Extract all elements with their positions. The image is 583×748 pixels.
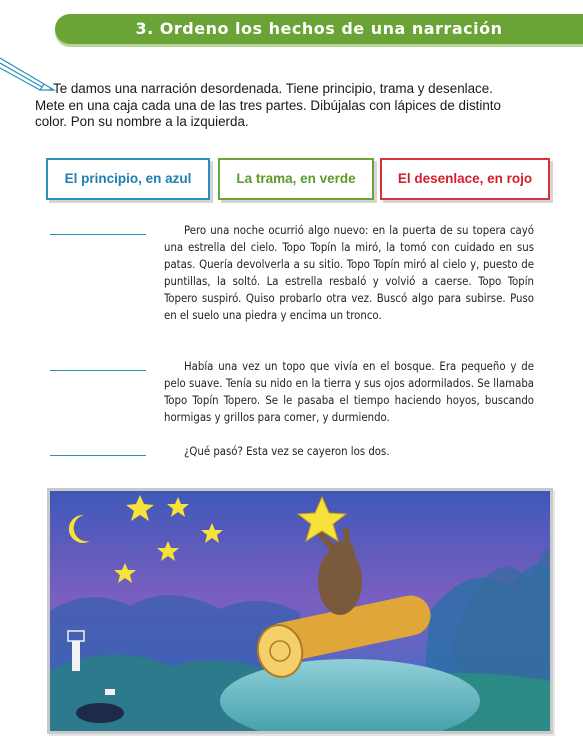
story-paragraph-2 [164,358,534,426]
paragraph-text: Había una vez un topo que vivía en el bosque. Era pequeño y de pelo suave. Tenía su nido en la tierra y sus ojos adormilados. Se llamaba Topo Topín Topero. Se le pasaba el tiempo haciendo hoyos, buscando hormigas y grillos para comer, y durmiendo. [164,360,534,424]
story-illustration [47,488,553,734]
label-desenlace: El desenlace, en rojo [380,158,550,200]
answer-blank-1[interactable] [50,234,146,235]
section-header [55,14,583,44]
instructions [35,81,551,131]
label-principio: El principio, en azul [46,158,210,200]
instruction-line: Te damos una narración desordenada. Tiene principio, trama y desenlace. [53,81,493,96]
page-title: 3. Ordeno los hechos de una narración [135,19,503,38]
answer-blank-3[interactable] [50,455,146,456]
story-paragraph-1 [164,222,534,324]
label-trama: La trama, en verde [218,158,374,200]
answer-blank-2[interactable] [50,370,146,371]
paragraph-text: Pero una noche ocurrió algo nuevo: en la puerta de su topera cayó una estrella del cielo. Topo Topín la miró, la tomó con cuidado en sus patas. Quería devolverla a su sitio. Topo Topín miró al cielo y, puesto de puntillas, la soltó. La estrella resbaló y volvió a caerse. Topo Topín Topero suspiró. Quiso probarlo otra vez. Buscó algo para subirse. Puso en el suelo una piedra y encima un tronco. [164,224,534,322]
story-paragraph-3 [164,443,534,460]
instruction-line: color. Pon su nombre a la izquierda. [35,114,249,129]
instruction-line: Mete en una caja cada una de las tres partes. Dibújalas con lápices de distinto [35,97,501,113]
paragraph-text: ¿Qué pasó? Esta vez se cayeron los dos. [184,445,390,458]
